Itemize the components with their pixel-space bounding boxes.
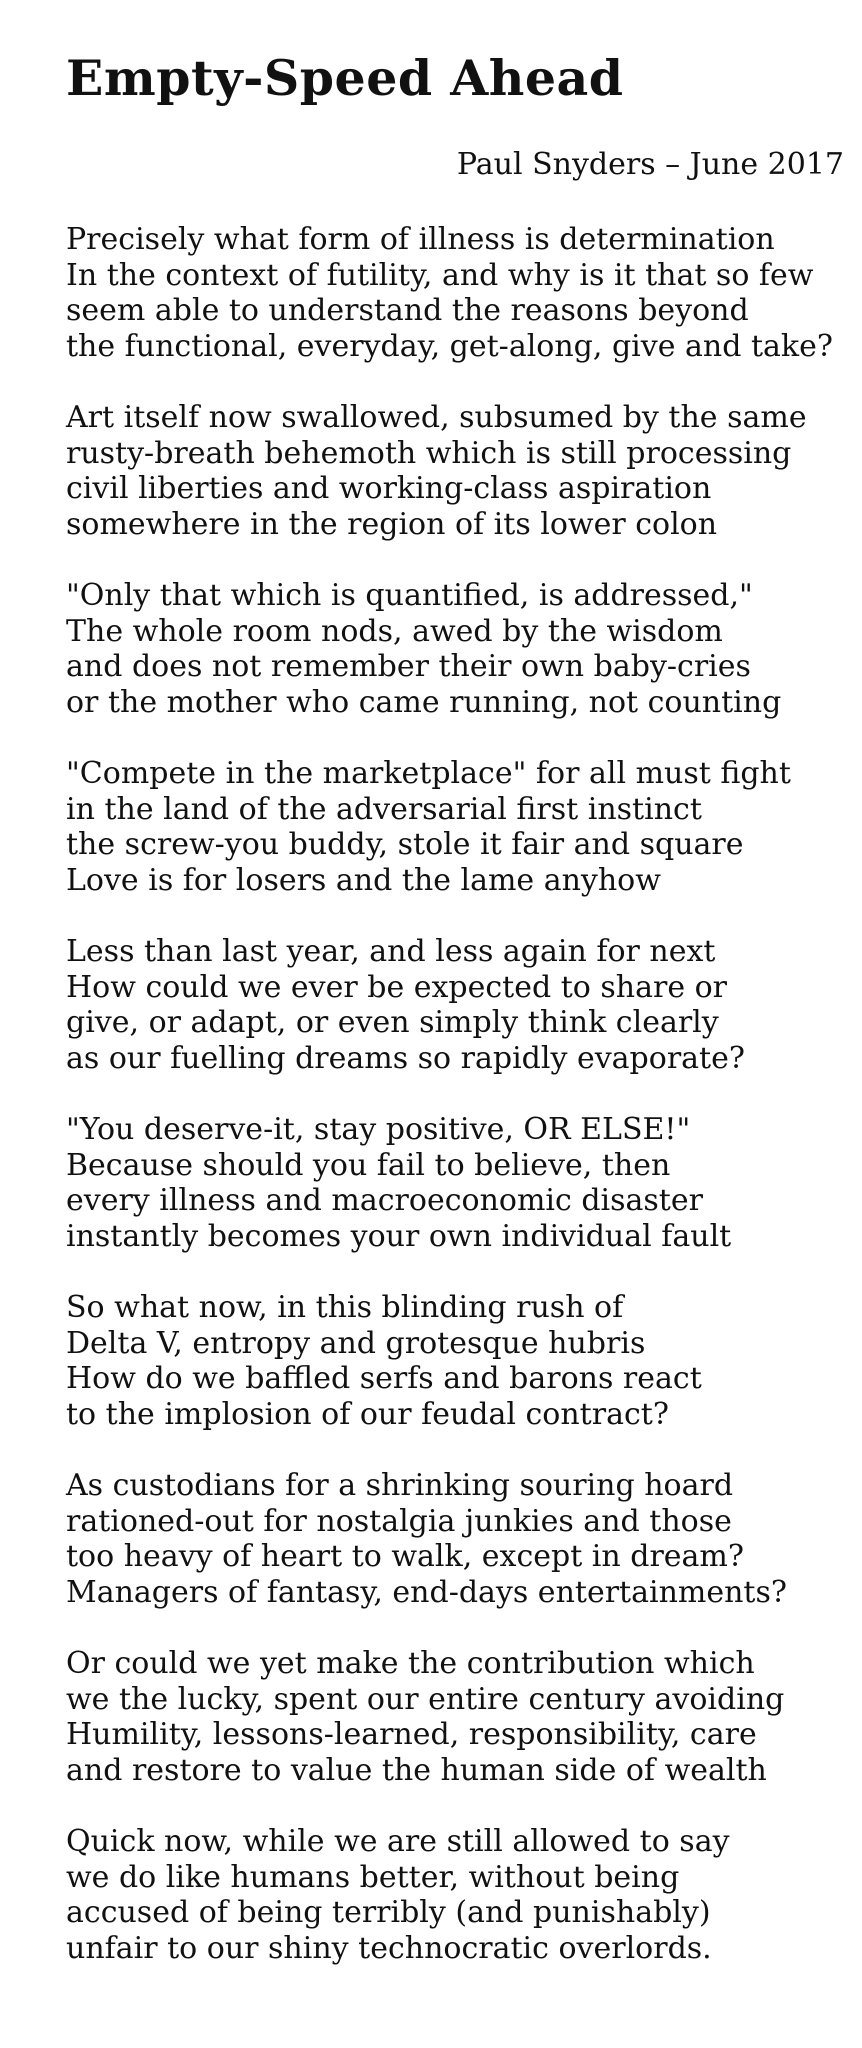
poem-line: "Compete in the marketplace" for all must fight [66, 756, 791, 791]
poem-line: "You deserve-it, stay positive, OR ELSE!" [66, 1112, 691, 1147]
poem-line: instantly becomes your own individual fault [66, 1218, 732, 1254]
poem-line: So what now, in this blinding rush of [66, 1290, 624, 1325]
poem-line: accused of being terribly (and punishably) [66, 1895, 711, 1930]
poem-line: As custodians for a shrinking souring hoard [66, 1468, 734, 1503]
stanza [66, 1290, 856, 1432]
poem-line: as our fuelling dreams so rapidly evaporate? [66, 1040, 745, 1076]
stanza [66, 1646, 856, 1788]
poem-line: and does not remember their own baby-cries [66, 649, 751, 684]
poem-line: or the mother who came running, not counting [66, 684, 782, 720]
poem-line: the screw-you buddy, stole it fair and square [66, 827, 744, 862]
poem-line: How do we baffled serfs and barons react [66, 1361, 702, 1396]
stanza [66, 934, 856, 1076]
stanza [66, 1824, 856, 1966]
poem-line: civil liberties and working-class aspiration [66, 471, 712, 506]
stanza [66, 1112, 856, 1254]
poem-line: and restore to value the human side of wealth [66, 1752, 767, 1788]
poem-line: Managers of fantasy, end-days entertainments? [66, 1574, 787, 1610]
stanza [66, 756, 856, 898]
poem-line: rationed-out for nostalgia junkies and those [66, 1503, 732, 1539]
poem-line: Art itself now swallowed, subsumed by the same [66, 400, 807, 435]
poem-line: we the lucky, spent our entire century avoiding [66, 1681, 785, 1717]
poem-line: Love is for losers and the lame anyhow [66, 862, 661, 898]
poem-line: rusty-breath behemoth which is still processing [66, 435, 792, 471]
poem-line: the functional, everyday, get-along, give and take? [66, 328, 833, 364]
poem-body [66, 222, 856, 2002]
poem-line: The whole room nods, awed by the wisdom [66, 613, 723, 649]
poem-line: seem able to understand the reasons beyond [66, 293, 749, 328]
author-byline: Paul Snyders – June 2017 [456, 147, 844, 182]
poem-line: Less than last year, and less again for next [66, 934, 716, 969]
poem-line: in the land of the adversarial first instinct [66, 791, 702, 827]
poem-line: "Only that which is quantified, is addressed," [66, 578, 753, 613]
poem-line: In the context of futility, and why is it that so few [66, 257, 814, 293]
poem-line: Delta V, entropy and grotesque hubris [66, 1325, 646, 1361]
poem-line: to the implosion of our feudal contract? [66, 1396, 669, 1432]
poem-line: we do like humans better, without being [66, 1859, 680, 1895]
poem-line: Quick now, while we are still allowed to say [66, 1824, 730, 1859]
poem-line: somewhere in the region of its lower colon [66, 506, 718, 542]
stanza [66, 400, 856, 542]
stanza [66, 1468, 856, 1610]
poem-line: give, or adapt, or even simply think clearly [66, 1005, 719, 1040]
stanza [66, 578, 856, 720]
poem-line: Or could we yet make the contribution which [66, 1646, 755, 1681]
poem-line: Humility, lessons-learned, responsibility, care [66, 1717, 757, 1752]
poem-title: Empty-Speed Ahead [66, 49, 624, 107]
stanza [66, 222, 856, 364]
poem-line: Because should you fail to believe, then [66, 1147, 671, 1183]
poem-line: unfair to our shiny technocratic overlords. [66, 1930, 712, 1966]
poem-line: every illness and macroeconomic disaster [66, 1183, 703, 1218]
poem-line: Precisely what form of illness is determination [66, 222, 775, 257]
poem-line: How could we ever be expected to share or [66, 969, 728, 1005]
poem-line: too heavy of heart to walk, except in dream? [66, 1539, 744, 1574]
